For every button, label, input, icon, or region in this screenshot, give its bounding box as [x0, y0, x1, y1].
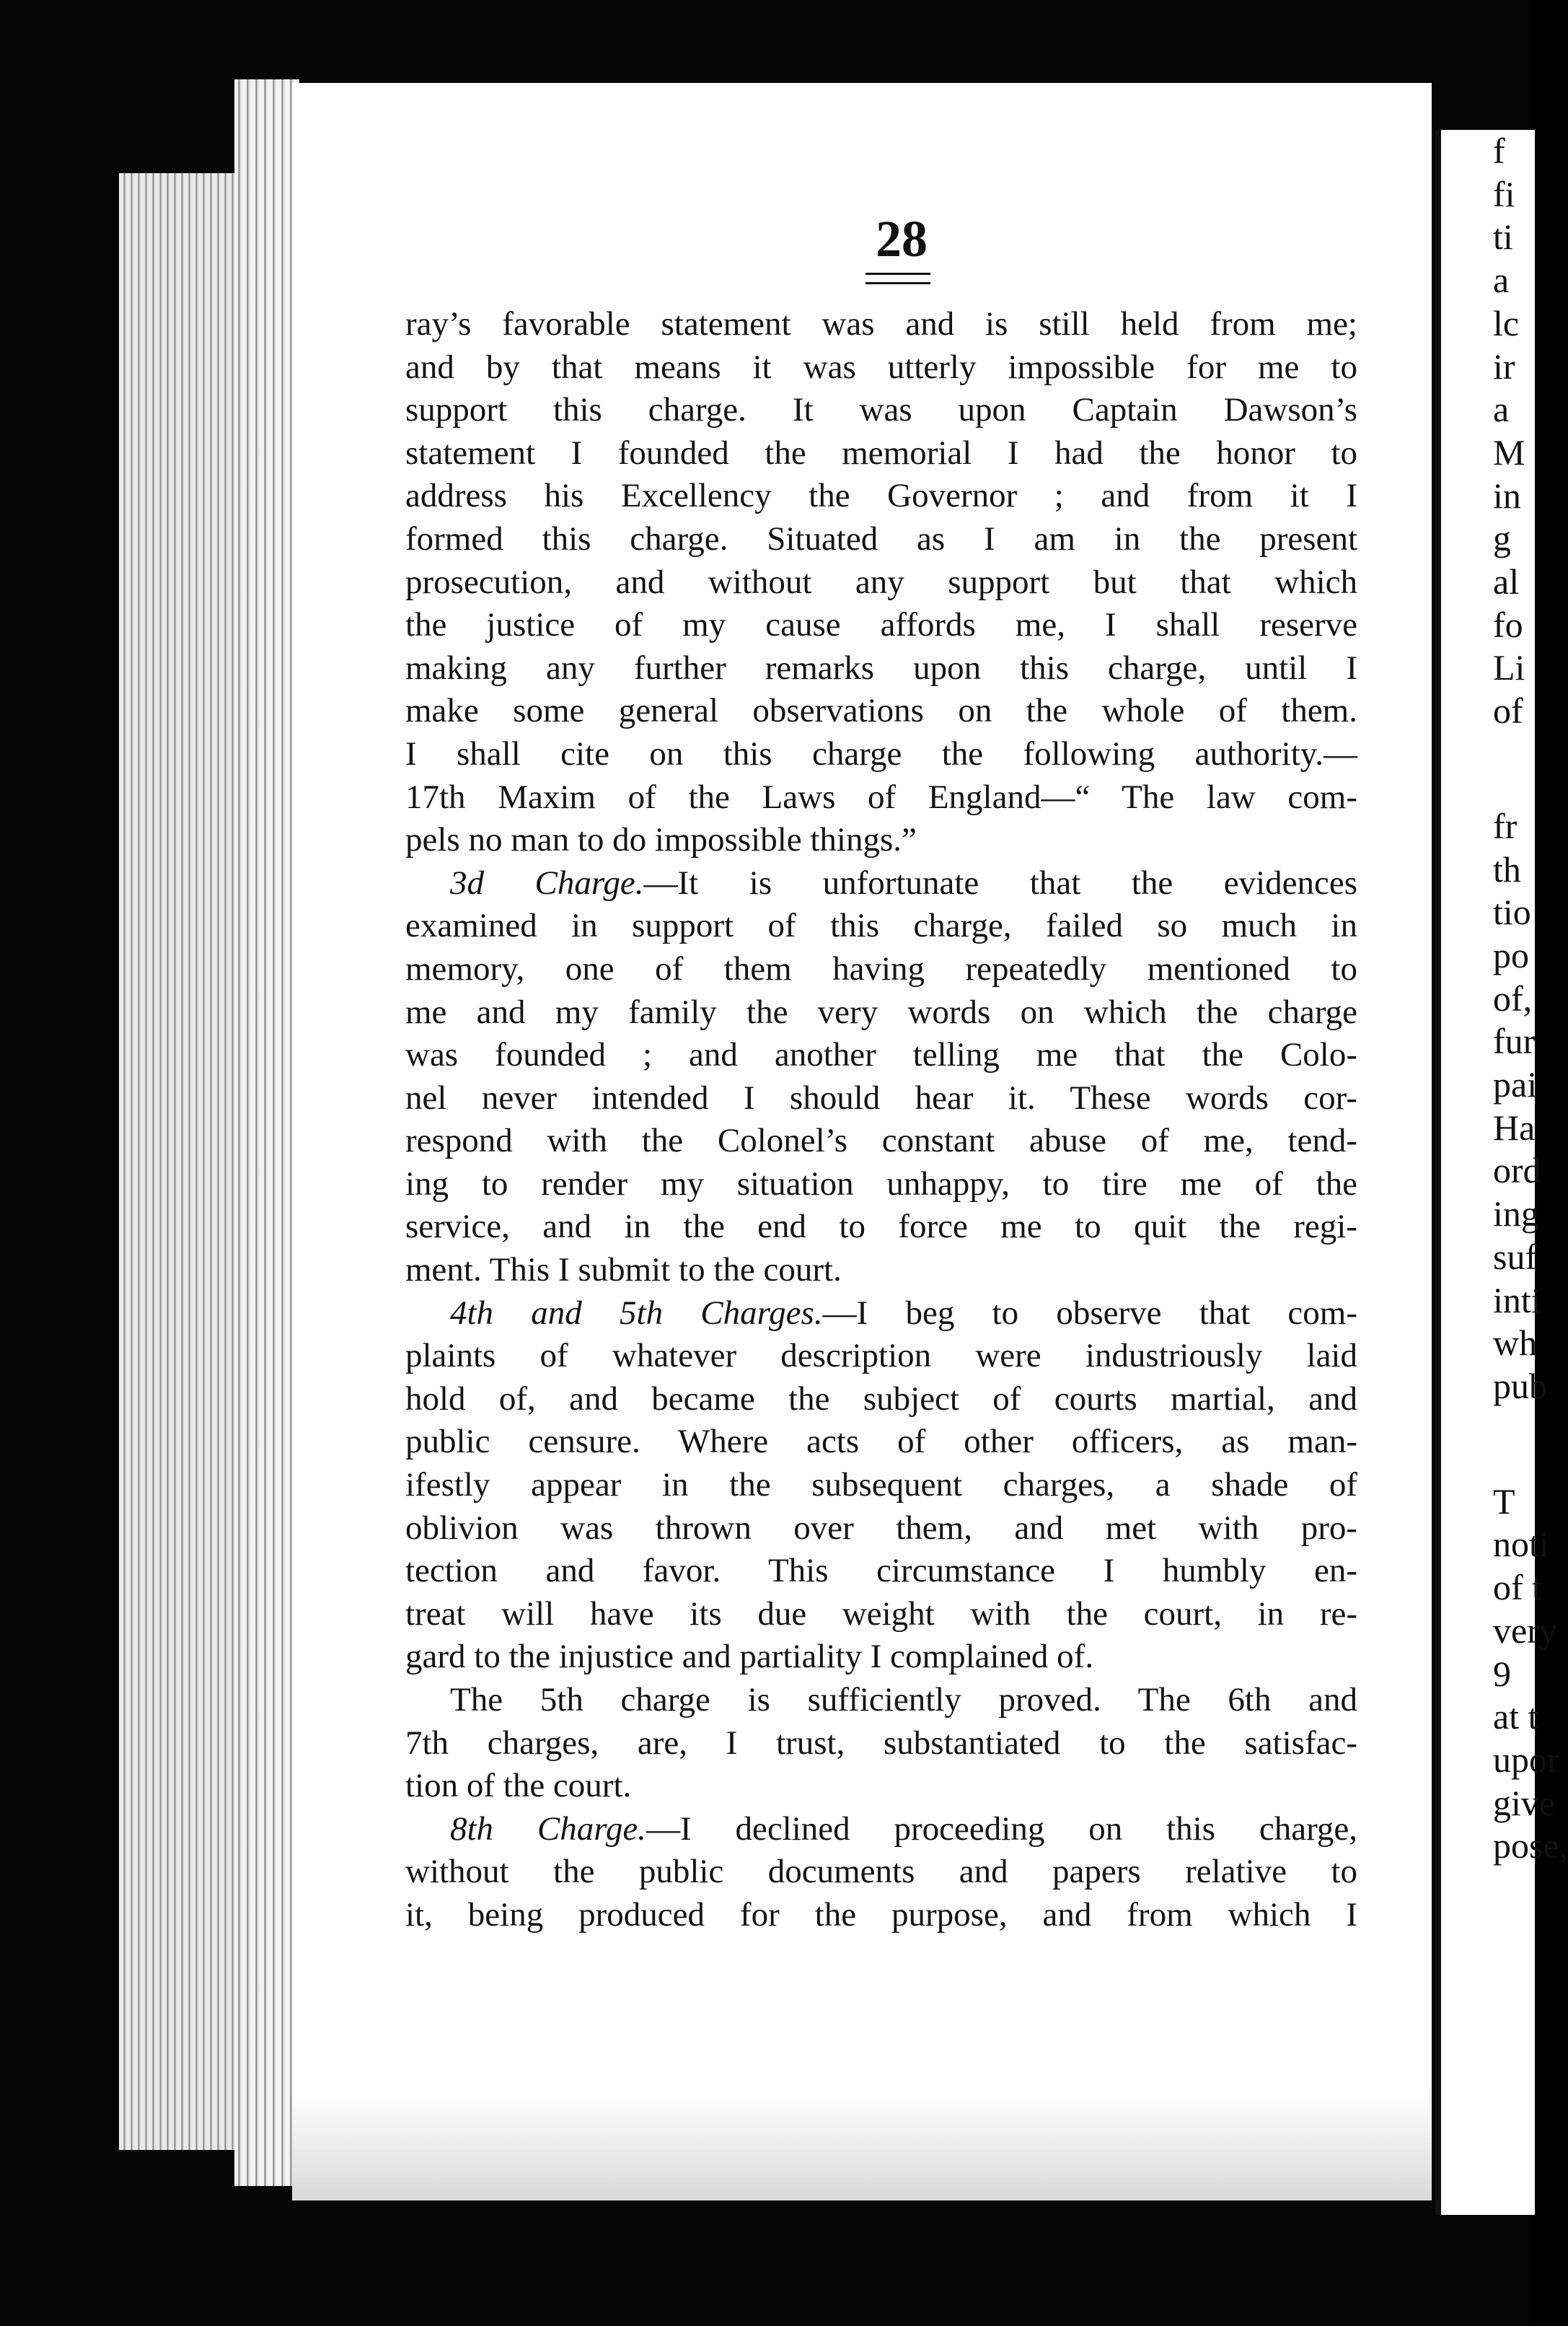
line-text: making any further remarks upon this charge, until I — [405, 649, 1357, 687]
text-line — [405, 1550, 1357, 1593]
line-text: examined in support of this charge, failed so much in — [405, 907, 1357, 945]
facing-page-text-fragment: noti — [1493, 1524, 1549, 1565]
line-text: address his Excellency the Governor ; and from it I — [405, 477, 1357, 515]
text-line — [405, 1593, 1357, 1636]
text-line — [405, 948, 1357, 991]
line-text: support this charge. It was upon Captain Dawson’s — [405, 391, 1357, 429]
text-line — [405, 1163, 1357, 1206]
line-text: hold of, and became the subject of courts martial, and — [405, 1379, 1357, 1418]
line-text: —I beg to observe that com- — [822, 1294, 1357, 1332]
facing-page-text-fragment: a — [1493, 389, 1510, 430]
line-text: I shall cite on this charge the following authority.— — [405, 734, 1357, 773]
line-text: me and my family the very words on which the charge — [405, 993, 1357, 1031]
facing-page-text-fragment: th — [1493, 848, 1521, 890]
text-line — [405, 346, 1357, 390]
line-text: memory, one of them having repeatedly mentioned to — [405, 949, 1357, 988]
text-line — [405, 733, 1357, 776]
text-line — [405, 647, 1357, 690]
line-text: 7th charges, are, I trust, substantiated to the satisfac- — [405, 1724, 1357, 1762]
line-text: tion of the court. — [405, 1767, 632, 1805]
text-line — [405, 1120, 1357, 1163]
text-line — [405, 1851, 1357, 1894]
charge-heading: 8th Charge. — [450, 1809, 646, 1848]
line-text: without the public documents and papers relative to — [405, 1853, 1357, 1891]
facing-page-text-fragment: T — [1493, 1480, 1515, 1522]
facing-page-text-fragment: pub — [1493, 1365, 1547, 1406]
text-line — [405, 518, 1357, 561]
facing-page-text-fragment: fo — [1493, 604, 1523, 645]
facing-page-text-fragment: fi — [1493, 173, 1515, 214]
facing-page-text-fragment: of t — [1493, 1567, 1543, 1608]
page-number: 28 — [876, 210, 928, 268]
line-text: plaints of whatever description were industriously laid — [405, 1337, 1357, 1375]
facing-page-text-fragment: al — [1493, 561, 1520, 602]
text-line — [405, 1894, 1357, 1937]
facing-page-text-fragment: lc — [1493, 302, 1520, 343]
facing-page-text-fragment: ti — [1493, 216, 1513, 258]
line-text: and by that means it was utterly impossible for me to — [405, 348, 1357, 386]
line-text: it, being produced for the purpose, and from which I — [405, 1895, 1357, 1934]
text-line — [405, 1507, 1357, 1550]
text-line — [405, 432, 1357, 475]
facing-page-text-fragment: ord — [1493, 1150, 1541, 1191]
line-text: oblivion was thrown over them, and met with pro- — [405, 1509, 1357, 1547]
paragraph-gap — [1441, 1408, 1535, 1480]
facing-page-text-fragment: inti — [1493, 1279, 1541, 1320]
facing-page-text-fragment: a — [1493, 260, 1510, 301]
line-text: formed this charge. Situated as I am in the present — [405, 519, 1357, 558]
facing-page-text-fragment: upor — [1493, 1739, 1559, 1780]
text-line — [405, 561, 1357, 605]
line-text: tection and favor. This circumstance I humbly en- — [405, 1552, 1357, 1590]
facing-page-text-fragment: g — [1493, 518, 1511, 559]
facing-page-text-fragment: ir — [1493, 346, 1515, 387]
page-number-rule — [866, 273, 930, 284]
text-line — [405, 690, 1357, 733]
facing-page-text-fragment: tio — [1493, 892, 1531, 933]
text-line — [405, 1378, 1357, 1421]
facing-page-text-fragment: of — [1493, 690, 1523, 732]
facing-page-text-fragment: wh — [1493, 1322, 1538, 1364]
line-text: treat will have its due weight with the court, in re- — [405, 1594, 1357, 1633]
facing-page-text-fragment: in — [1493, 475, 1521, 516]
paragraph-gap — [1441, 733, 1535, 805]
line-text: —I declined proceeding on this charge, — [646, 1809, 1357, 1848]
text-line — [405, 1464, 1357, 1507]
text-line — [405, 1808, 1357, 1851]
line-text: nel never intended I should hear it. These words cor- — [405, 1079, 1357, 1117]
text-line — [405, 776, 1357, 820]
line-text: make some general observations on the whole of them. — [405, 692, 1357, 730]
text-line — [405, 991, 1357, 1035]
line-text: public censure. Where acts of other officers, as man- — [405, 1423, 1357, 1461]
text-line — [405, 819, 1357, 862]
facing-page-text-fragment: fur — [1493, 1021, 1536, 1062]
line-text: was founded ; and another telling me that the Colo- — [405, 1036, 1357, 1074]
text-line — [405, 303, 1357, 346]
facing-page-text-fragment: at t — [1493, 1696, 1538, 1737]
text-line — [405, 1077, 1357, 1120]
line-text: ment. This I submit to the court. — [405, 1251, 842, 1289]
facing-page-text-fragment: ing — [1493, 1193, 1539, 1234]
text-line — [405, 1765, 1357, 1808]
text-line — [405, 604, 1357, 647]
text-line — [405, 1292, 1357, 1335]
facing-page-text-fragment: f — [1493, 131, 1505, 171]
facing-page-fragment — [1435, 130, 1568, 2215]
text-line — [405, 1722, 1357, 1765]
line-text: 17th Maxim of the Laws of England—“ The law com- — [405, 778, 1357, 816]
facing-page-text-fragment: very — [1493, 1610, 1557, 1651]
previous-page-edges — [119, 173, 242, 2150]
charge-heading: 3d Charge. — [450, 864, 644, 902]
line-text: the justice of my cause affords me, I shall reserve — [405, 606, 1357, 644]
facing-page-text-fragment: M — [1493, 431, 1525, 473]
facing-page-text-fragment: of, — [1493, 978, 1533, 1019]
text-line — [405, 1636, 1357, 1679]
text-line — [405, 1249, 1357, 1292]
line-text: ifestly appear in the subsequent charges, a shade of — [405, 1466, 1357, 1504]
facing-page-text-fragment: Li — [1493, 647, 1525, 688]
charge-heading: 4th and 5th Charges. — [450, 1294, 823, 1332]
text-line — [405, 1679, 1357, 1722]
facing-page-text-fragment: fr — [1493, 805, 1518, 846]
line-text: respond with the Colonel’s constant abuse of me, tend- — [405, 1122, 1357, 1160]
facing-page-text-fragment: po — [1493, 934, 1529, 975]
text-line — [405, 1034, 1357, 1077]
line-text: The 5th charge is sufficiently proved. The 6th and — [450, 1681, 1357, 1719]
line-text: gard to the injustice and partiality I complained of. — [405, 1638, 1094, 1676]
line-text: statement I founded the memorial I had the honor to — [405, 434, 1357, 472]
page-bottom-shadow — [292, 2092, 1432, 2200]
line-text: service, and in the end to force me to quit the regi- — [405, 1208, 1357, 1246]
text-line — [405, 1335, 1357, 1378]
line-text: pels no man to do impossible things.” — [405, 821, 917, 859]
text-line — [405, 389, 1357, 432]
line-text: —It is unfortunate that the evidences — [643, 864, 1357, 902]
text-line — [405, 1421, 1357, 1464]
text-line — [405, 862, 1357, 905]
facing-page-text-fragment: pai — [1493, 1064, 1538, 1105]
line-text: prosecution, and without any support but that which — [405, 563, 1357, 601]
page-body-text — [405, 303, 1357, 1937]
facing-page-text-fragment: suf — [1493, 1236, 1538, 1277]
facing-page-text-fragment: 9 — [1493, 1653, 1511, 1694]
text-line — [405, 1206, 1357, 1249]
text-line — [405, 905, 1357, 948]
text-line — [405, 475, 1357, 518]
line-text: ing to render my situation unhappy, to tire me of the — [405, 1164, 1357, 1203]
page-stack-edges — [234, 79, 299, 2186]
line-text: ray’s favorable statement was and is still held from me; — [405, 305, 1357, 343]
facing-page-text-fragment: Ha — [1493, 1107, 1536, 1148]
facing-page-text-fragment: give — [1493, 1782, 1556, 1823]
facing-page-text-fragment: pose, — [1493, 1825, 1568, 1866]
